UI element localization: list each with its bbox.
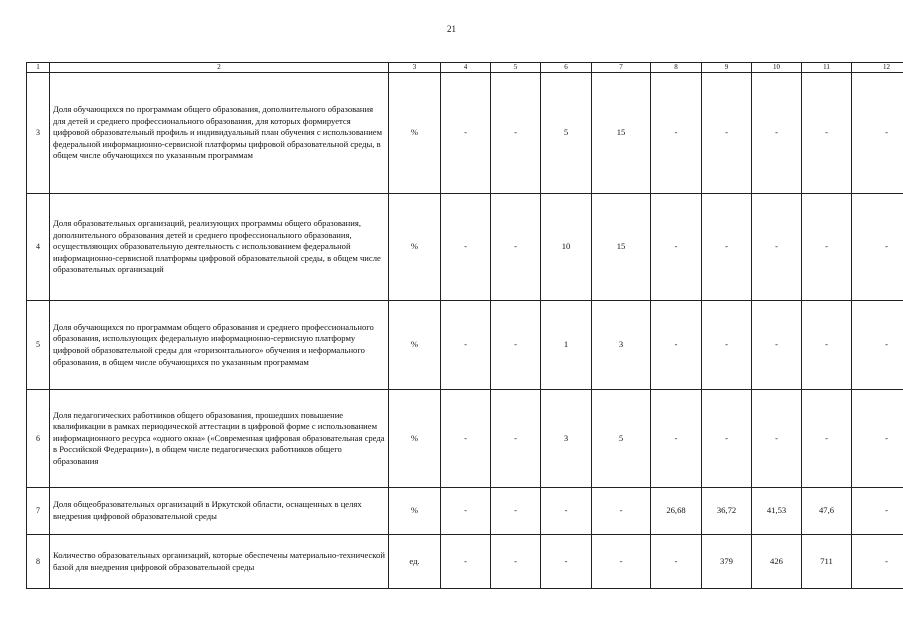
value-cell: 379 bbox=[702, 535, 752, 589]
column-number: 6 bbox=[541, 63, 592, 73]
row-number: 6 bbox=[27, 390, 50, 488]
value-cell: - bbox=[441, 301, 491, 390]
table-row bbox=[27, 390, 903, 488]
column-number: 2 bbox=[50, 63, 389, 73]
value-cell: - bbox=[491, 301, 541, 390]
value-cell: - bbox=[852, 194, 903, 301]
unit-cell: ед. bbox=[389, 535, 441, 589]
column-number: 3 bbox=[389, 63, 441, 73]
value-cell: - bbox=[802, 390, 852, 488]
value-cell: - bbox=[441, 194, 491, 301]
table-row bbox=[27, 73, 903, 194]
indicators-table bbox=[26, 62, 903, 589]
value-cell: 10 bbox=[541, 194, 592, 301]
column-number: 11 bbox=[802, 63, 852, 73]
value-cell: - bbox=[852, 73, 903, 194]
value-cell: - bbox=[441, 535, 491, 589]
value-cell: - bbox=[541, 535, 592, 589]
column-number: 12 bbox=[852, 63, 903, 73]
table-row bbox=[27, 194, 903, 301]
value-cell: - bbox=[852, 488, 903, 535]
column-number-row bbox=[27, 63, 903, 73]
row-number: 3 bbox=[27, 73, 50, 194]
unit-cell: % bbox=[389, 301, 441, 390]
value-cell: 426 bbox=[752, 535, 802, 589]
row-number: 4 bbox=[27, 194, 50, 301]
row-number: 5 bbox=[27, 301, 50, 390]
value-cell: - bbox=[441, 488, 491, 535]
value-cell: - bbox=[802, 194, 852, 301]
row-number: 7 bbox=[27, 488, 50, 535]
value-cell: - bbox=[541, 488, 592, 535]
value-cell: - bbox=[491, 488, 541, 535]
value-cell: 1 bbox=[541, 301, 592, 390]
row-number: 8 bbox=[27, 535, 50, 589]
unit-cell: % bbox=[389, 488, 441, 535]
value-cell: - bbox=[491, 73, 541, 194]
table-row bbox=[27, 535, 903, 589]
value-cell: - bbox=[852, 301, 903, 390]
value-cell: - bbox=[441, 73, 491, 194]
column-number: 4 bbox=[441, 63, 491, 73]
value-cell: - bbox=[802, 73, 852, 194]
value-cell: - bbox=[651, 390, 702, 488]
indicator-name: Доля обучающихся по программам общего образования, дополнительного образования для детей и среднего профессионального образования, для которых формируется цифровой образовательный профиль и индивидуальный план обучения с использованием федеральной информационно-сервисной платформы цифровой образовательной среды, в общем числе обучающихся по указанным программам bbox=[50, 73, 389, 194]
value-cell: - bbox=[752, 301, 802, 390]
table-row bbox=[27, 301, 903, 390]
unit-cell: % bbox=[389, 390, 441, 488]
value-cell: - bbox=[852, 390, 903, 488]
value-cell: - bbox=[491, 390, 541, 488]
indicator-name: Доля общеобразовательных организаций в Иркутской области, оснащенных в целях внедрения цифровой образовательной среды bbox=[50, 488, 389, 535]
column-number: 1 bbox=[27, 63, 50, 73]
indicator-name: Доля педагогических работников общего образования, прошедших повышение квалификации в рамках периодической аттестации в цифровой форме с использованием информационного ресурса «одного окна» («Современная цифровая образовательная среда в Российской Федерации»), в общем числе педагогических работников общего образования bbox=[50, 390, 389, 488]
column-number: 10 bbox=[752, 63, 802, 73]
column-number: 5 bbox=[491, 63, 541, 73]
value-cell: 15 bbox=[592, 73, 651, 194]
column-number: 7 bbox=[592, 63, 651, 73]
value-cell: 711 bbox=[802, 535, 852, 589]
value-cell: 41,53 bbox=[752, 488, 802, 535]
value-cell: - bbox=[852, 535, 903, 589]
value-cell: 3 bbox=[592, 301, 651, 390]
value-cell: - bbox=[651, 194, 702, 301]
value-cell: 36,72 bbox=[702, 488, 752, 535]
value-cell: 3 bbox=[541, 390, 592, 488]
value-cell: - bbox=[491, 194, 541, 301]
value-cell: - bbox=[651, 301, 702, 390]
indicator-name: Доля обучающихся по программам общего образования и среднего профессионального образования, использующих федеральную информационно-сервисную платформу цифровой образовательной среды для «горизонтального» обучения и неформального образования, в общем числе обучающихся по указанным программам bbox=[50, 301, 389, 390]
table-row bbox=[27, 488, 903, 535]
value-cell: 5 bbox=[592, 390, 651, 488]
value-cell: 47,6 bbox=[802, 488, 852, 535]
value-cell: - bbox=[702, 301, 752, 390]
value-cell: - bbox=[802, 301, 852, 390]
page-number: 21 bbox=[447, 24, 456, 34]
value-cell: - bbox=[441, 390, 491, 488]
value-cell: - bbox=[702, 194, 752, 301]
value-cell: - bbox=[491, 535, 541, 589]
column-number: 8 bbox=[651, 63, 702, 73]
value-cell: - bbox=[651, 73, 702, 194]
indicator-name: Количество образовательных организаций, которые обеспечены материально-технической базой для внедрения цифровой образовательной среды bbox=[50, 535, 389, 589]
value-cell: 26,68 bbox=[651, 488, 702, 535]
value-cell: - bbox=[651, 535, 702, 589]
value-cell: - bbox=[592, 488, 651, 535]
value-cell: - bbox=[702, 73, 752, 194]
value-cell: 15 bbox=[592, 194, 651, 301]
value-cell: - bbox=[752, 194, 802, 301]
column-number: 9 bbox=[702, 63, 752, 73]
value-cell: - bbox=[702, 390, 752, 488]
unit-cell: % bbox=[389, 194, 441, 301]
value-cell: - bbox=[592, 535, 651, 589]
value-cell: 5 bbox=[541, 73, 592, 194]
unit-cell: % bbox=[389, 73, 441, 194]
value-cell: - bbox=[752, 390, 802, 488]
indicator-name: Доля образовательных организаций, реализующих программы общего образования, дополнительного образования детей и среднего профессионального образования, осуществляющих образовательную деятельность с использованием федеральной информационно-сервисной платформы цифровой образовательной среды, в общем числе образовательных организаций bbox=[50, 194, 389, 301]
value-cell: - bbox=[752, 73, 802, 194]
